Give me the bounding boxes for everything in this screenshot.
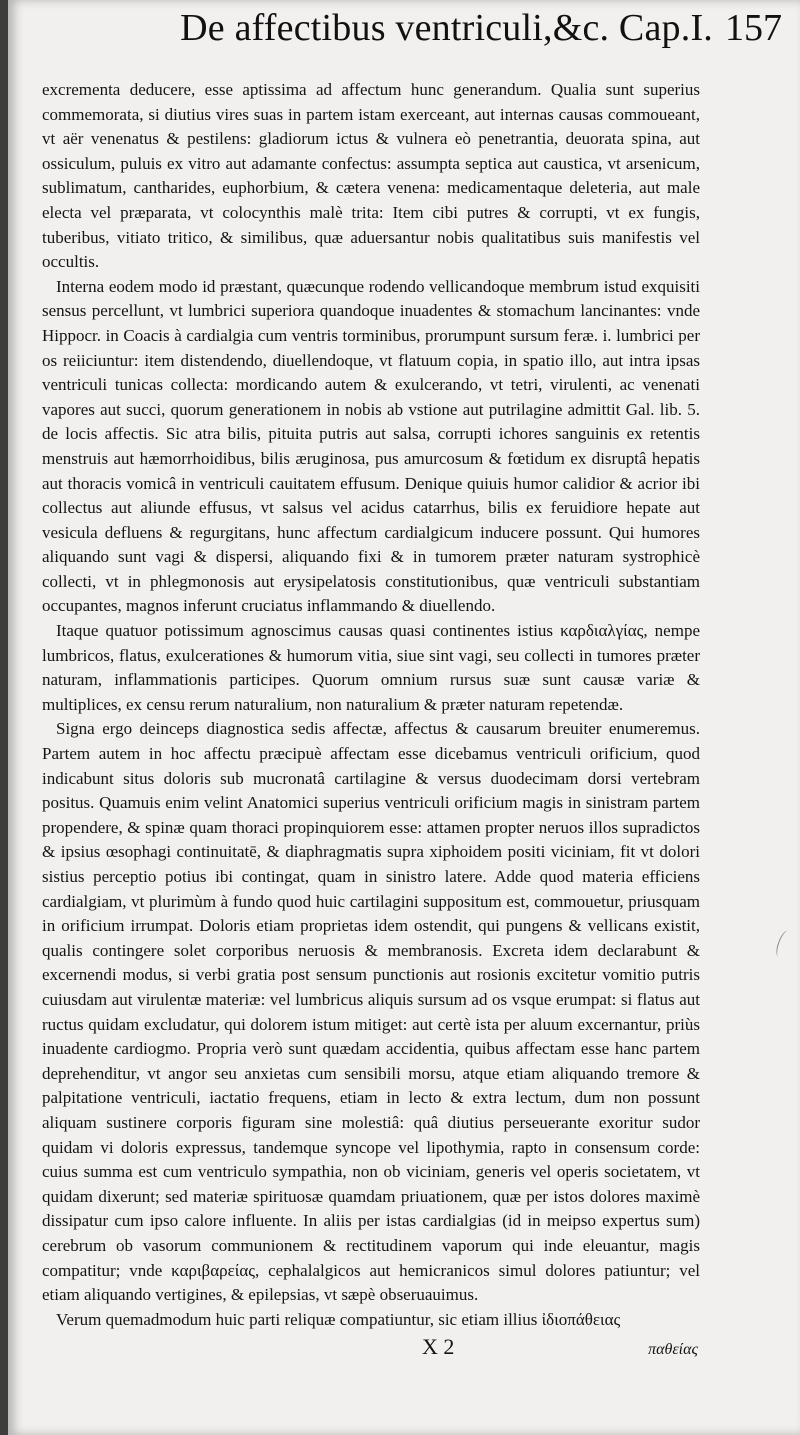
signature-mark: X 2 xyxy=(422,1334,455,1360)
paragraph-1: excrementa deducere, esse aptissima ad affectum hunc generandum. Qualia sunt superius commemorata, si diutius vires suas in partem istam exerceant, aut internas causas commoueant, vt aër venenatus & pestilens: gladiorum ictus & vulnera eò penetrantia, deuorata spina, aut ossiculum, puluis ex vitro aut adamante confectus: assumpta septica aut caustica, vt arsenicum, sublimatum, cantharides, euphorbium, & cætera venena: medicamentaque deleteria, aut male electa vel præparata, vt colocynthis malè trita: Item cibi putres & corrupti, vt ex fungis, tuberibus, vitiato tritico, & similibus, quæ aduersantur nobis qualitatibus suis manifestis vel occultis. xyxy=(42,80,700,272)
margin-pencil-mark xyxy=(774,929,794,959)
running-title: De affectibus ventriculi,&c. Cap.I. xyxy=(180,7,713,49)
body-text xyxy=(42,78,700,1332)
page-number: 157 xyxy=(725,7,782,49)
running-head xyxy=(42,6,782,78)
paragraph-5: Verum quemadmodum huic parti reliquæ compatiuntur, sic etiam illius ἰδιοπάθειας xyxy=(56,1309,621,1329)
catchword: παθείας xyxy=(648,1341,698,1359)
book-page xyxy=(8,0,800,1435)
paragraph-2: Interna eodem modo id præstant, quæcunque rodendo vellicandoque membrum istud exquisiti sensus percellunt, vt lumbrici superiora quandoque inuadentes & stomachum lancinantes: vnde Hippocr. in Coacis à cardialgia cum ventris torminibus, prorumpunt sursum feræ. i. lumbrici per os reiiciuntur: item distendendo, diuellendoque, vt flatuum copia, in spatio illo, aut intra ipsas ventriculi tunicas collecta: mordicando autem & exulcerando, vt tetri, virulenti, ac venenati vapores aut succi, quorum generationem in nobis ab vstione aut putrilagine admittit Gal. lib. 5. de locis affectis. Sic atra bilis, pituita putris aut salsa, corrupti ichores sanguinis ex retentis menstruis aut hæmorrhoidibus, bilis æruginosa, pus amurcosum & fœtidum ex disruptâ hepatis aut thoracis vomicâ in ventriculi cauitatem effusum. Denique quiuis humor calidior & acrior ibi collectus aut aliunde effusus, vt salsus vel acidus catarrhus, bilis ex feruidiore hepate aut vesicula defluens & regurgitans, hunc affectum cardialgicum inducere possunt. Qui humores aliquando sunt vagi & dispersi, aliquando fixi & in tumorem præter naturam systrophicè collecti, vt in phlegmonosis aut erysipelatosis constitutionibus, quæ ventriculi substantiam occupantes, magnos inferunt cruciatus inflammando & diuellendo. xyxy=(42,276,700,616)
page-footer xyxy=(42,1334,700,1360)
paragraph-4: Signa ergo deinceps diagnostica sedis affectæ, affectus & causarum breuiter enumeremus. Partem autem in hoc affectu præcipuè affectam esse dicebamus ventriculi orificium, quod indicabunt situs doloris sub mucronatâ cartilagine & versus duodecimam dorsi vertebram positus. Quamuis enim velint Anatomici superius ventriculi orificium magis in sinistram partem propendere, & spinæ quam thoraci propinquiorem esse: attamen propter neruos illos supradictos & ipsius œsophagi continuitatē, & diaphragmatis supra xiphoidem positi viciniam, fit vt dolori sistius perceptio potius ibi contingat, quam in sinistro latere. Adde quod materia efficiens cardialgiam, vt plurimùm à fundo quod huic cartilagini suppositum est, commouetur, priusquam in orificium irrumpat. Doloris etiam proprietas idem ostendit, qui pungens & vellicans existit, qualis contingere solet corporibus neruosis & membranosis. Excreta idem declarabunt & excernendi modus, si verbi gratia post sensum punctionis aut rosionis excitetur vomitio putris cuiusdam aut virulentæ materiæ: vel lumbricus aliquis sursum ad os vsque erumpat: si flatus aut ructus quidam excludatur, qui dolorem istum mitiget: aut certè ista per aluum excernantur, priùs inuadente cardiogmo. Propria verò sunt quædam accidentia, quibus affectam esse hanc partem deprehenditur, vt angor seu anxietas cum sensibili morsu, atque etiam aliquando tremore & palpitatione ventriculi, iactatio frequens, etiam in lecto & extra lectum, dum non possunt aliquam sustinere corporis figuram sine molestiâ: quâ diutius perseuerante exoritur sudor quidam vi doloris expressus, tandemque syncope vel lipothymia, rapto in consensum corde: cuius summa est cum ventriculo sympathia, non ob viciniam, generis vel operis societatem, vt quidam dixerunt; sed materiæ spirituosæ quamdam priuationem, quæ per istos dolores maximè dissipatur cum ipso calore influente. In aliis per istas cardialgias (id in meipso expertus sum) cerebrum ob vasorum communionem & rectitudinem vaporum qui inde eleuantur, magis compatitur; vnde καριβαρείας, cephalalgicos aut hemicranicos simul dolores patiuntur; vel etiam aliquando vertigines, & epilepsias, vt sæpè obseruauimus. xyxy=(42,719,700,1305)
paragraph-3: Itaque quatuor potissimum agnoscimus causas quasi continentes istius καρδιαλγίας, nempe lumbricos, flatus, exulcerationes & humorum vitia, siue sint vagi, seu collecti in tumores præter naturam, inflammationis participes. Quorum omnium rursus suæ sunt causæ variæ & multiplices, ex censu rerum naturalium, non naturalium & præter naturam repetendæ. xyxy=(42,621,700,714)
